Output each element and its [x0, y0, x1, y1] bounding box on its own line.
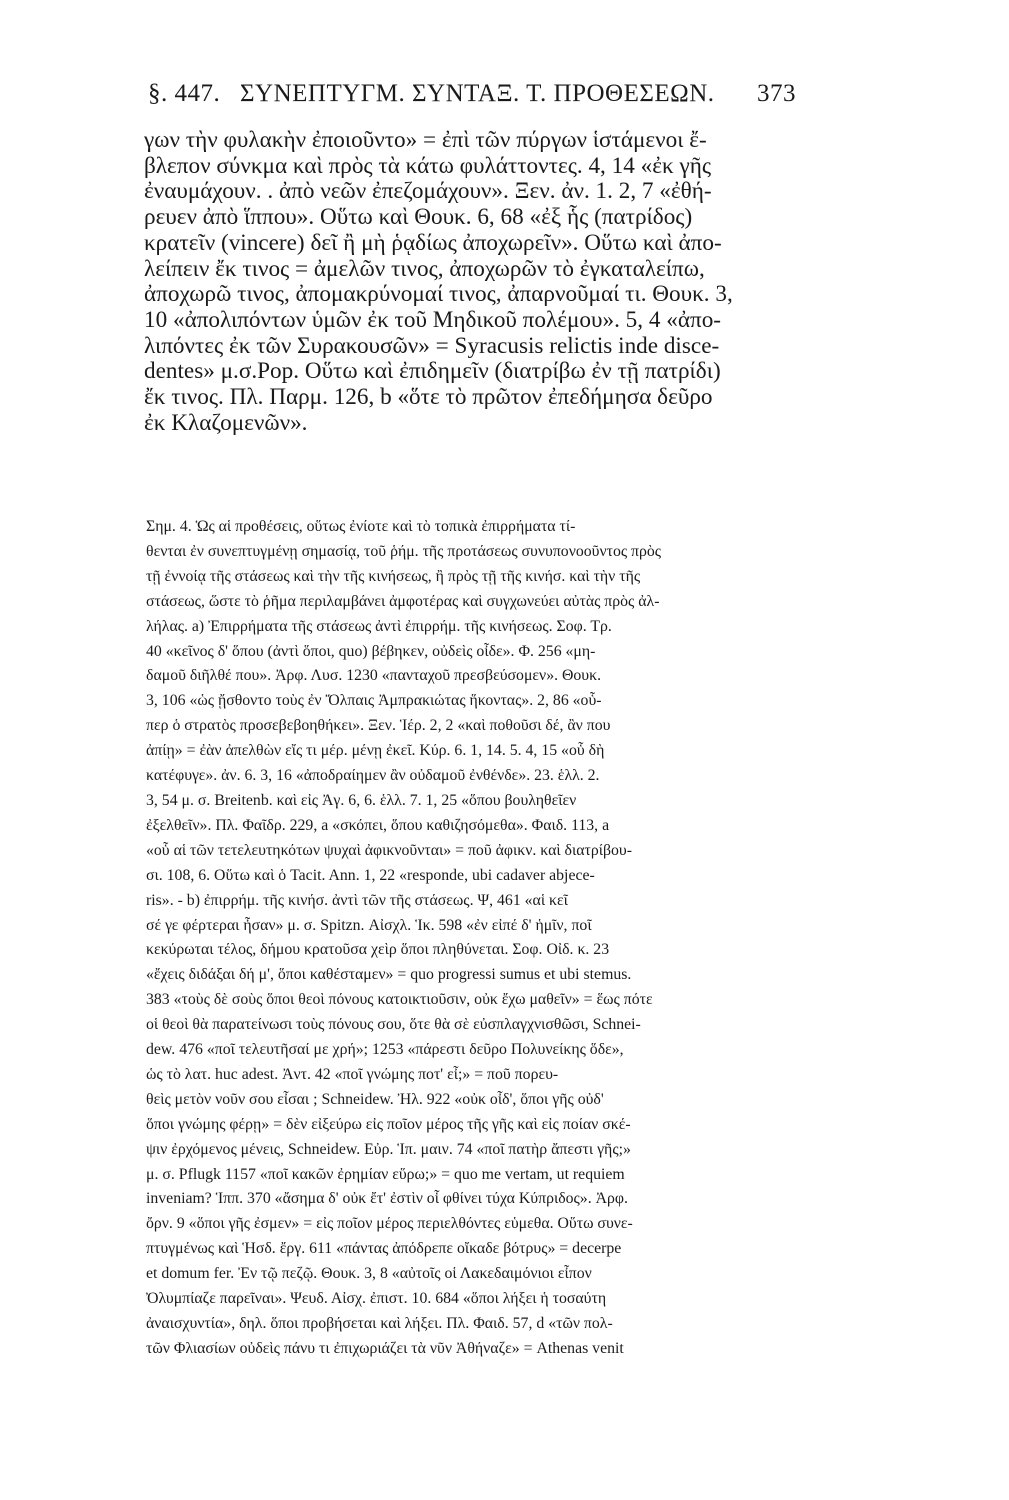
note-line: «οὗ αἱ τῶν τετελευτηκότων ψυχαὶ ἀφικνοῦνται» = ποῦ ἀφικν. καὶ διατρίβου-: [146, 841, 633, 859]
note-line: ἀναισχυντία», δηλ. ὅποι προβήσεται καὶ λήξει. Πλ. Φαιδ. 57, d «τῶν πολ-: [146, 1315, 613, 1332]
note-line: et domum fer. Ἐν τῷ πεζῷ. Θουκ. 3, 8 «αὐτοῖς οἱ Λακεδαιμόνιοι εἶπον: [146, 1265, 592, 1283]
note-line: 3, 54 μ. σ. Breitenb. καὶ εἰς Ἀγ. 6, 6. ἑλλ. 7. 1, 25 «ὅπου βουληθεῖεν: [146, 791, 577, 809]
text-line: λιπόντες ἐκ τῶν Συρακουσῶν» = Syracusis relictis inde disce-: [144, 333, 720, 359]
note-line: τῇ ἐννοίᾳ τῆς στάσεως καὶ τὴν τῆς κινήσεως, ἢ πρὸς τῇ τῆς κινήσ. καὶ τὴν τῆς: [146, 567, 641, 585]
note-line: ris». - b) ἐπιρρήμ. τῆς κινήσ. ἀντὶ τῶν τῆς στάσεως. Ψ, 461 «αἱ κεῖ: [146, 891, 568, 909]
section-number: §. 447.: [148, 80, 221, 107]
note-line: «ἔχεις διδάξαι δή μ', ὅποι καθέσταμεν» = quo progressi sumus et ubi stemus.: [146, 966, 632, 984]
page-header: [148, 80, 796, 120]
text-line: ἀποχωρῶ τινος, ἀπομακρύνομαί τινος, ἀπαρνοῦμαί τι. Θουκ. 3,: [144, 282, 733, 308]
note-line: κεκύρωται τέλος, δήμου κρατοῦσα χεὶρ ὅποι πληθύνεται. Σοφ. Οἰδ. κ. 23: [146, 941, 610, 959]
note-line: πτυγμένως καὶ Ἡσδ. ἔργ. 611 «πάντας ἀπόδρεπε οἴκαδε βότρυς» = decerpe: [146, 1240, 622, 1258]
note-line: dew. 476 «ποῖ τελευτῆσαί με χρή»; 1253 «πάρεστι δεῦρο Πολυνείκης ὅδε»,: [146, 1041, 624, 1059]
note-line: δαμοῦ διῆλθέ που». Ἀρφ. Λυσ. 1230 «πανταχοῦ πρεσβεύσομεν». Θουκ.: [146, 667, 602, 685]
note-line: περ ὁ στρατὸς προσεβεβοηθήκει». Ξεν. Ἱέρ. 2, 2 «καὶ ποθοῦσι δέ, ἂν που: [146, 717, 611, 735]
note-line: μ. σ. Pflugk 1157 «ποῖ κακῶν ἐρημίαν εὕρω;» = quo me vertam, ut requiem: [146, 1165, 625, 1183]
text-line: 10 «ἀπολιπόντων ὑμῶν ἐκ τοῦ Μηδικοῦ πολέμου». 5, 4 «ἀπο-: [144, 307, 722, 333]
note-line: λήλας. a) Ἐπιρρήματα τῆς στάσεως ἀντὶ ἐπιρρήμ. τῆς κινήσεως. Σοφ. Τρ.: [146, 617, 612, 635]
page-number: 373: [757, 80, 796, 107]
note-line: ὄρν. 9 «ὅποι γῆς ἐσμεν» = εἰς ποῖον μέρος περιελθόντες εὑμεθα. Οὕτω συνε-: [146, 1215, 633, 1233]
note-line: 40 «κεῖνος δ' ὅπου (ἀντὶ ὅποι, quo) βέβηκεν, οὐδεὶς οἶδε». Φ. 256 «μη-: [146, 642, 596, 660]
note-line: τῶν Φλιασίων οὐδεὶς πάνυ τι ἐπιχωριάζει τὰ νῦν Ἀθήναζε» = Athenas venit: [146, 1339, 624, 1357]
text-line: βλεπον σύνκμα καὶ πρὸς τὰ κάτω φυλάττοντες. 4, 14 «ἐκ γῆς: [144, 153, 712, 179]
note-line: σέ γε φέρτεραι ἦσαν» μ. σ. Spitzn. Αἰσχλ. Ἱκ. 598 «ἐν εἰπέ δ' ἡμῖν, ποῖ: [146, 916, 592, 934]
note-line: στάσεως, ὥστε τὸ ῥῆμα περιλαμβάνει ἀμφοτέρας καὶ συγχωνεύει αὐτὰς πρὸς ἀλ-: [146, 592, 660, 610]
text-line: ρευεν ἀπὸ ἵππου». Οὕτω καὶ Θουκ. 6, 68 «ἐξ ἧς (πατρίδος): [144, 205, 693, 231]
note-line: 383 «τοὺς δὲ σοὺς ὅποι θεοὶ πόνους κατοικτιοῦσιν, οὐκ ἔχω μαθεῖν» = ἕως πότε: [146, 991, 653, 1009]
note-section: [146, 515, 800, 1362]
note-line: ὡς τὸ λατ. huc adest. Ἀντ. 42 «ποῖ γνώμης ποτ' εἶ;» = ποῦ πορευ-: [146, 1065, 559, 1083]
text-line: dentes» μ.σ.Pop. Οὕτω καὶ ἐπιδημεῖν (διατρίβω ἐν τῇ πατρίδι): [144, 359, 721, 385]
note-line: inveniam? Ἱππ. 370 «ἄσημα δ' οὐκ ἔτ' ἐστὶν οἷ φθίνει τύχα Κύπριδος». Ἀρφ.: [146, 1190, 628, 1208]
text-line: κρατεῖν (vincere) δεῖ ἢ μὴ ῥᾳδίως ἀποχωρεῖν». Οὕτω καὶ ἀπο-: [144, 230, 722, 256]
running-title: ΣΥΝΕΠΤΥΓΜ. ΣΥΝΤΑΞ. Τ. ΠΡΟΘΕΣΕΩΝ.: [240, 80, 715, 107]
note-line: σι. 108, 6. Οὕτω καὶ ὁ Tacit. Ann. 1, 22 «responde, ubi cadaver abjece-: [146, 866, 595, 884]
note-line: οἱ θεοὶ θὰ παρατείνωσι τοὺς πόνους σου, ὅτε θὰ σὲ εὐσπλαγχνισθῶσι, Schnei-: [146, 1016, 641, 1034]
note-line: ψιν ἐρχόμενος μένεις, Schneidew. Εὐρ. Ἱπ. μαιν. 74 «ποῖ πατὴρ ἄπεστι γῆς;»: [146, 1140, 631, 1158]
text-line: ἔκ τινος. Πλ. Παρμ. 126, b «ὅτε τὸ πρῶτον ἐπεδήμησα δεῦρο: [144, 385, 713, 411]
main-text: [144, 128, 796, 436]
note-line: Σημ. 4. Ὡς αἱ προθέσεις, οὕτως ἐνίοτε καὶ τὸ τοπικὰ ἐπιρρήματα τί-: [146, 518, 576, 535]
text-line: γων τὴν φυλακὴν ἐποιοῦντο» = ἐπὶ τῶν πύργων ἱστάμενοι ἔ-: [144, 128, 707, 153]
note-line: ὅποι γνώμης φέρῃ» = δὲν εἰξεύρω εἰς ποῖον μέρος τῆς γῆς καὶ εἰς ποίαν σκέ-: [146, 1115, 631, 1133]
note-line: κατέφυγε». ἀν. 6. 3, 16 «ἀποδραίημεν ἂν οὐδαμοῦ ἐνθένδε». 23. ἑλλ. 2.: [146, 767, 600, 785]
text-line: ἐκ Κλαζομενῶν».: [144, 410, 308, 436]
note-line: ἀπίῃ» = ἐὰν ἀπελθὼν εἴς τι μέρ. μένῃ ἐκεῖ. Κύρ. 6. 1, 14. 5. 4, 15 «οὗ δὴ: [146, 742, 605, 760]
text-line: λείπειν ἔκ τινος = ἀμελῶν τινος, ἀποχωρῶν τὸ ἐγκαταλείπω,: [144, 256, 705, 282]
note-line: ἐξελθεῖν». Πλ. Φαῖδρ. 229, a «σκόπει, ὅπου καθιζησόμεθα». Φαιδ. 113, a: [146, 816, 610, 834]
note-line: 3, 106 «ὡς ᾔσθοντο τοὺς ἐν Ὄλπαις Ἀμπρακιώτας ἥκοντας». 2, 86 «οὗ-: [146, 692, 602, 710]
note-line: Ὀλυμπίαζε παρεῖναι». Ψευδ. Αἰσχ. ἐπιστ. 10. 684 «ὅποι λήξει ἡ τοσαύτη: [146, 1290, 607, 1308]
text-line: ἐναυμάχουν. . ἀπὸ νεῶν ἐπεζομάχουν». Ξεν. ἀν. 1. 2, 7 «ἐθή-: [144, 179, 712, 205]
note-line: θενται ἐν συνεπτυγμένῃ σημασίᾳ, τοῦ ῥήμ. τῆς προτάσεως συνυπονοοῦντος πρὸς: [146, 542, 662, 560]
note-line: θεὶς μετὸν νοῦν σου εἶσαι ; Schneidew. Ἠλ. 922 «οὐκ οἶδ', ὅποι γῆς οὐδ': [146, 1090, 604, 1108]
